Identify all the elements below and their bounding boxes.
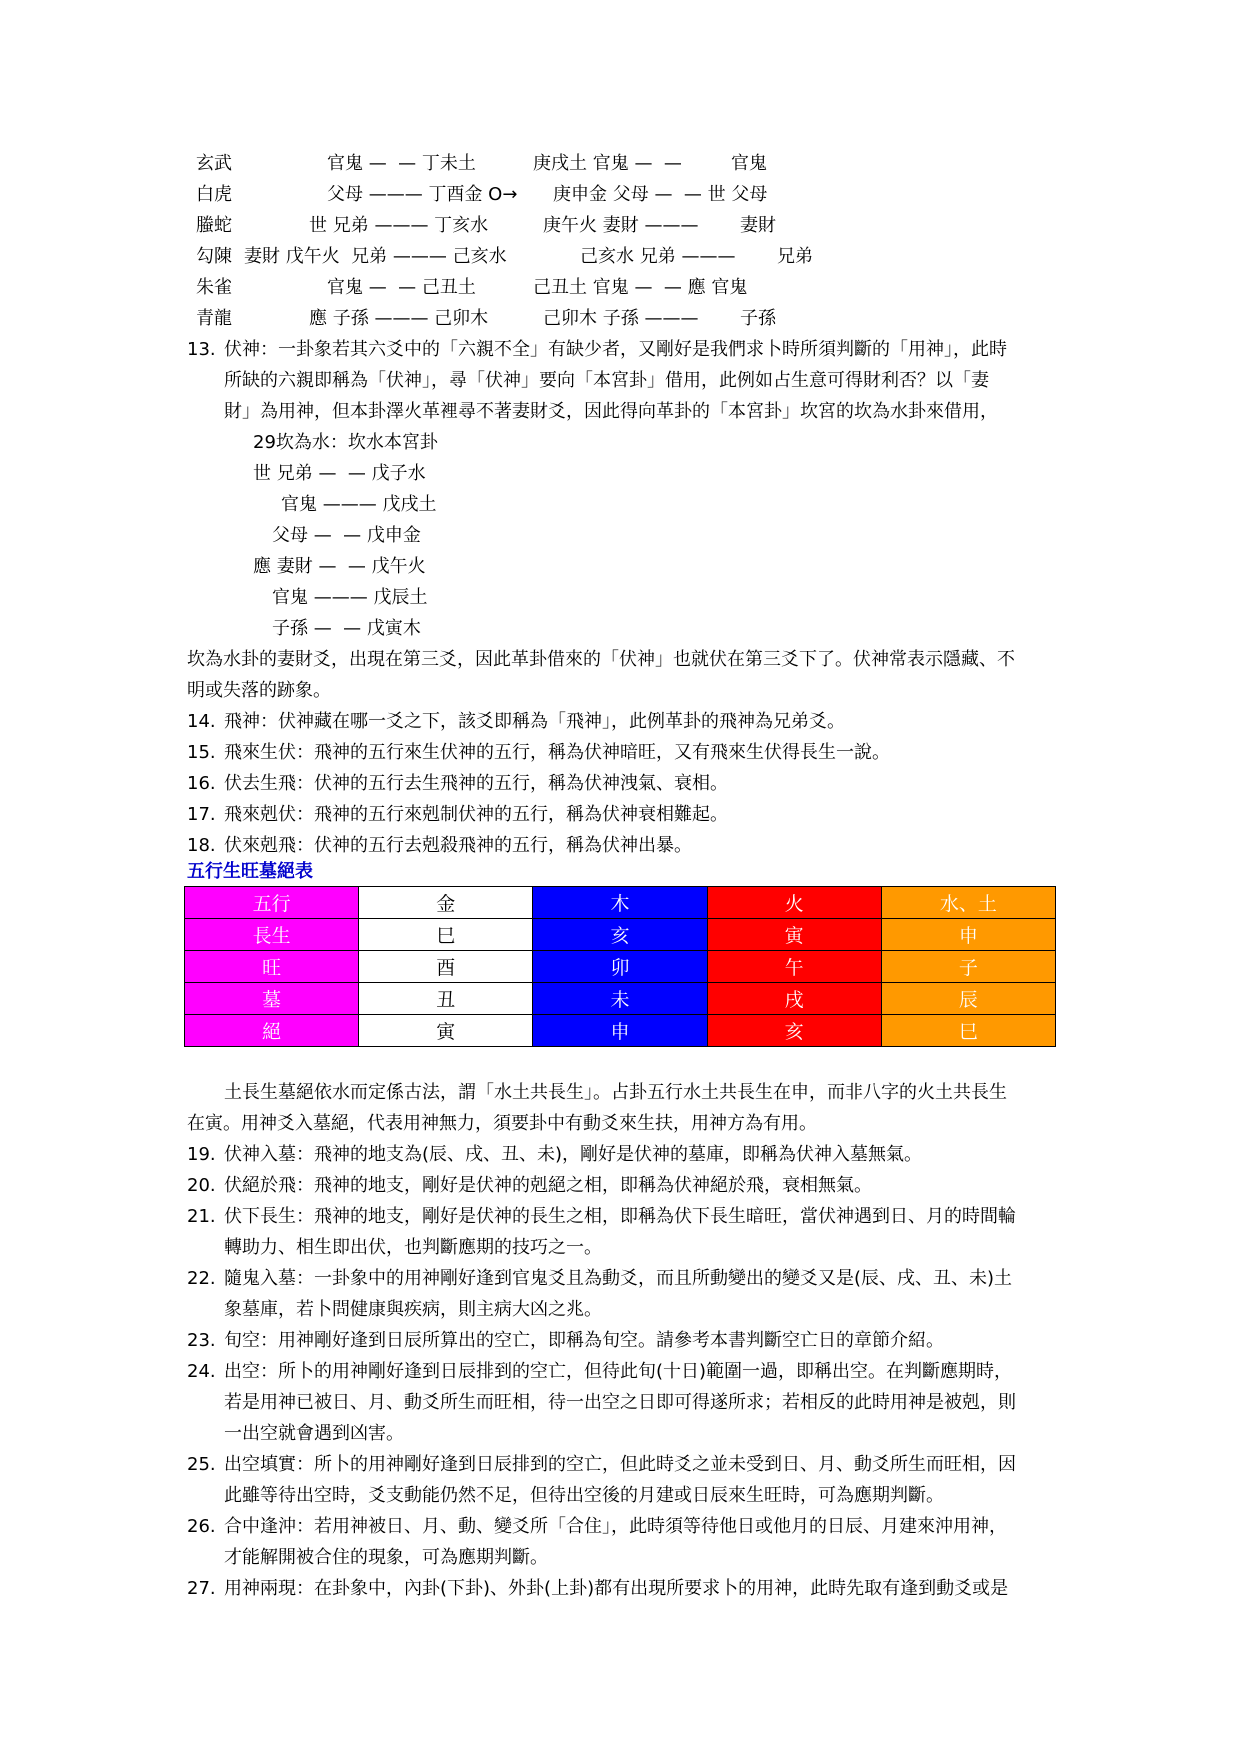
item-25-line-2: 此雖等待出空時，爻支動能仍然不足，但待出空後的月建或日辰來生旺時，可為應期判斷。 xyxy=(224,1485,944,1506)
item-22-number: 22. xyxy=(187,1268,216,1289)
hexagram-row-6-col2: 應 子孫 ——— 己卯木 xyxy=(309,308,489,329)
item-26-line-2: 才能解開被合住的現象，可為應期判斷。 xyxy=(224,1547,548,1568)
item-15-text: 飛來生伏：飛神的五行來生伏神的五行，稱為伏神暗旺，又有飛來生伏得長生一說。 xyxy=(224,742,890,763)
item-23-number: 23. xyxy=(187,1330,216,1351)
table-header-cell: 五行 xyxy=(185,887,359,919)
item-13-number: 13. xyxy=(187,339,216,360)
item-26-line-1: 合中逢沖：若用神被日、月、動、變爻所「合住」，此時須等待他日或他月的日辰、月建來沖用神， xyxy=(224,1516,1007,1537)
item-24-line-2: 若是用神已被日、月、動爻所生而旺相，待一出空之日即可得遂所求；若相反的此時用神是被剋，則 xyxy=(224,1392,1016,1413)
hexagram-row-1-col2: 官鬼 — — 丁未土 xyxy=(327,153,476,174)
table-cell: 寅 xyxy=(359,1015,533,1047)
item-21-line-2: 轉助力、相生即出伏，也判斷應期的技巧之一。 xyxy=(224,1237,602,1258)
item-19-number: 19. xyxy=(187,1144,216,1165)
item-25-number: 25. xyxy=(187,1454,216,1475)
table-cell: 亥 xyxy=(707,1015,881,1047)
table-row xyxy=(185,1015,1056,1047)
item-14-text: 飛神：伏神藏在哪一爻之下，該爻即稱為「飛神」，此例革卦的飛神為兄弟爻。 xyxy=(224,711,845,732)
kan-line-3: 父母 — — 戊申金 xyxy=(272,525,421,546)
wuxing-table xyxy=(184,886,1056,1047)
item-27-line-1: 用神兩現：在卦象中，內卦(下卦)、外卦(上卦)都有出現所要求卜的用神，此時先取有逢到動爻或是 xyxy=(224,1578,1009,1599)
table-cell: 午 xyxy=(707,951,881,983)
table-row xyxy=(185,887,1056,919)
kan-line-5: 官鬼 ——— 戊辰土 xyxy=(272,587,428,608)
table-header-cell: 金 xyxy=(359,887,533,919)
item-16-text: 伏去生飛：伏神的五行去生飛神的五行，稱為伏神洩氣、衰相。 xyxy=(224,773,728,794)
table-cell: 丑 xyxy=(359,983,533,1015)
hexagram-row-4-col3: 己亥水 兄弟 ——— xyxy=(580,246,736,267)
kan-line-2: 官鬼 ——— 戊戌土 xyxy=(281,494,437,515)
kan-line-6: 子孫 — — 戊寅木 xyxy=(272,618,421,639)
item-24-line-1: 出空：所卜的用神剛好逢到日辰排到的空亡，但待此旬(十日)範圍一過，即稱出空。在判斷應期時， xyxy=(224,1361,1013,1382)
hexagram-row-1-col1: 玄武 xyxy=(196,153,232,174)
hexagram-row-4-col2: 妻財 戊午火 兄弟 ——— 己亥水 xyxy=(244,246,507,267)
kan-line-4: 應 妻財 — — 戊午火 xyxy=(253,556,426,577)
table-cell: 巳 xyxy=(359,919,533,951)
item-18-text: 伏來剋飛：伏神的五行去剋殺飛神的五行，稱為伏神出暴。 xyxy=(224,835,692,856)
item-23-line-1: 旬空：用神剛好逢到日辰所算出的空亡，即稱為旬空。請參考本書判斷空亡日的章節介紹。 xyxy=(224,1330,944,1351)
hexagram-row-2-col1: 白虎 xyxy=(196,184,232,205)
item-24-number: 24. xyxy=(187,1361,216,1382)
hexagram-row-5-col2: 官鬼 — — 己丑土 xyxy=(327,277,476,298)
table-cell: 子 xyxy=(881,951,1055,983)
item-17-text: 飛來剋伏：飛神的五行來剋制伏神的五行，稱為伏神衰相難起。 xyxy=(224,804,728,825)
item-14-number: 14. xyxy=(187,711,216,732)
hexagram-row-5-col1: 朱雀 xyxy=(196,277,232,298)
table-header-cell: 火 xyxy=(707,887,881,919)
table-cell: 長生 xyxy=(185,919,359,951)
hexagram-row-6-col1: 青龍 xyxy=(196,308,232,329)
hexagram-row-6-col3: 己卯木 子孫 ——— xyxy=(543,308,699,329)
item-13-line-2: 所缺的六親即稱為「伏神」，尋「伏神」要向「本宮卦」借用，此例如占生意可得財利否？以「妻 xyxy=(224,370,989,391)
item-20-number: 20. xyxy=(187,1175,216,1196)
table-cell: 巳 xyxy=(881,1015,1055,1047)
hexagram-row-3-col2: 世 兄弟 ——— 丁亥水 xyxy=(309,215,489,236)
kan-line-1: 世 兄弟 — — 戊子水 xyxy=(253,463,426,484)
hexagram-row-4-col4: 兄弟 xyxy=(777,246,813,267)
hexagram-row-2-col3: 庚申金 父母 — — 世 父母 xyxy=(553,184,768,205)
item-21-number: 21. xyxy=(187,1206,216,1227)
item-27-number: 27. xyxy=(187,1578,216,1599)
hexagram-row-1-col4: 官鬼 xyxy=(731,153,767,174)
item-16-number: 16. xyxy=(187,773,216,794)
table-header-cell: 木 xyxy=(533,887,707,919)
hexagram-row-4-col1: 勾陳 xyxy=(196,246,232,267)
table-cell: 寅 xyxy=(707,919,881,951)
item-22-line-2: 象墓庫，若卜問健康與疾病，則主病大凶之兆。 xyxy=(224,1299,602,1320)
item-19-line-1: 伏神入墓：飛神的地支為(辰、戌、丑、未)，剛好是伏神的墓庫，即稱為伏神入墓無氣。 xyxy=(224,1144,923,1165)
hexagram-row-3-col1: 螣蛇 xyxy=(196,215,232,236)
table-cell: 辰 xyxy=(881,983,1055,1015)
table-row xyxy=(185,951,1056,983)
table-cell: 申 xyxy=(533,1015,707,1047)
hexagram-row-2-col2: 父母 ——— 丁酉金 O→ xyxy=(327,184,518,205)
table-header-cell: 水、土 xyxy=(881,887,1055,919)
wuxing-table-title: 五行生旺墓絕表 xyxy=(187,861,313,882)
table-cell: 絕 xyxy=(185,1015,359,1047)
table-cell: 墓 xyxy=(185,983,359,1015)
item-25-line-1: 出空填實：所卜的用神剛好逢到日辰排到的空亡，但此時爻之並未受到日、月、動爻所生而旺相，因 xyxy=(224,1454,1016,1475)
paragraph-line-2: 在寅。用神爻入墓絕，代表用神無力，須要卦中有動爻來生扶，用神方為有用。 xyxy=(187,1113,817,1134)
item-13-line-3: 財」為用神，但本卦澤火革裡尋不著妻財爻，因此得向革卦的「本宮卦」坎宮的坎為水卦來借用， xyxy=(224,401,998,422)
item-17-number: 17. xyxy=(187,804,216,825)
table-row xyxy=(185,919,1056,951)
hexagram-row-3-col4: 妻財 xyxy=(740,215,776,236)
item-22-line-1: 隨鬼入墓：一卦象中的用神剛好逢到官鬼爻且為動爻，而且所動變出的變爻又是(辰、戌、丑、未)土 xyxy=(224,1268,1013,1289)
hexagram-row-1-col3: 庚戌土 官鬼 — — xyxy=(533,153,682,174)
hexagram-row-3-col3: 庚午火 妻財 ——— xyxy=(543,215,699,236)
table-cell: 旺 xyxy=(185,951,359,983)
after-kan-line-1: 坎為水卦的妻財爻，出現在第三爻，因此革卦借來的「伏神」也就伏在第三爻下了。伏神常表示隱藏、不 xyxy=(187,649,1015,670)
item-21-line-1: 伏下長生：飛神的地支，剛好是伏神的長生之相，即稱為伏下長生暗旺，當伏神遇到日、月的時間輪 xyxy=(224,1206,1016,1227)
item-20-line-1: 伏絕於飛：飛神的地支，剛好是伏神的剋絕之相，即稱為伏神絕於飛，衰相無氣。 xyxy=(224,1175,872,1196)
table-cell: 酉 xyxy=(359,951,533,983)
item-26-number: 26. xyxy=(187,1516,216,1537)
table-cell: 卯 xyxy=(533,951,707,983)
table-cell: 亥 xyxy=(533,919,707,951)
item-18-number: 18. xyxy=(187,835,216,856)
hexagram-row-5-col3: 己丑土 官鬼 — — 應 官鬼 xyxy=(533,277,748,298)
table-cell: 申 xyxy=(881,919,1055,951)
item-13-line-1: 伏神：一卦象若其六爻中的「六親不全」有缺少者，又剛好是我們求卜時所須判斷的「用神」，此時 xyxy=(224,339,1007,360)
item-24-line-3: 一出空就會遇到凶害。 xyxy=(224,1423,404,1444)
table-cell: 未 xyxy=(533,983,707,1015)
hexagram-row-6-col4: 子孫 xyxy=(740,308,776,329)
paragraph-line-1: 土長生墓絕依水而定係古法，謂「水土共長生」。占卦五行水土共長生在申，而非八字的火土共長生 xyxy=(224,1082,1007,1103)
kan-hexagram-title: 29坎為水：坎水本宮卦 xyxy=(253,432,438,453)
item-15-number: 15. xyxy=(187,742,216,763)
table-cell: 戌 xyxy=(707,983,881,1015)
table-row xyxy=(185,983,1056,1015)
after-kan-line-2: 明或失落的跡象。 xyxy=(187,680,331,701)
